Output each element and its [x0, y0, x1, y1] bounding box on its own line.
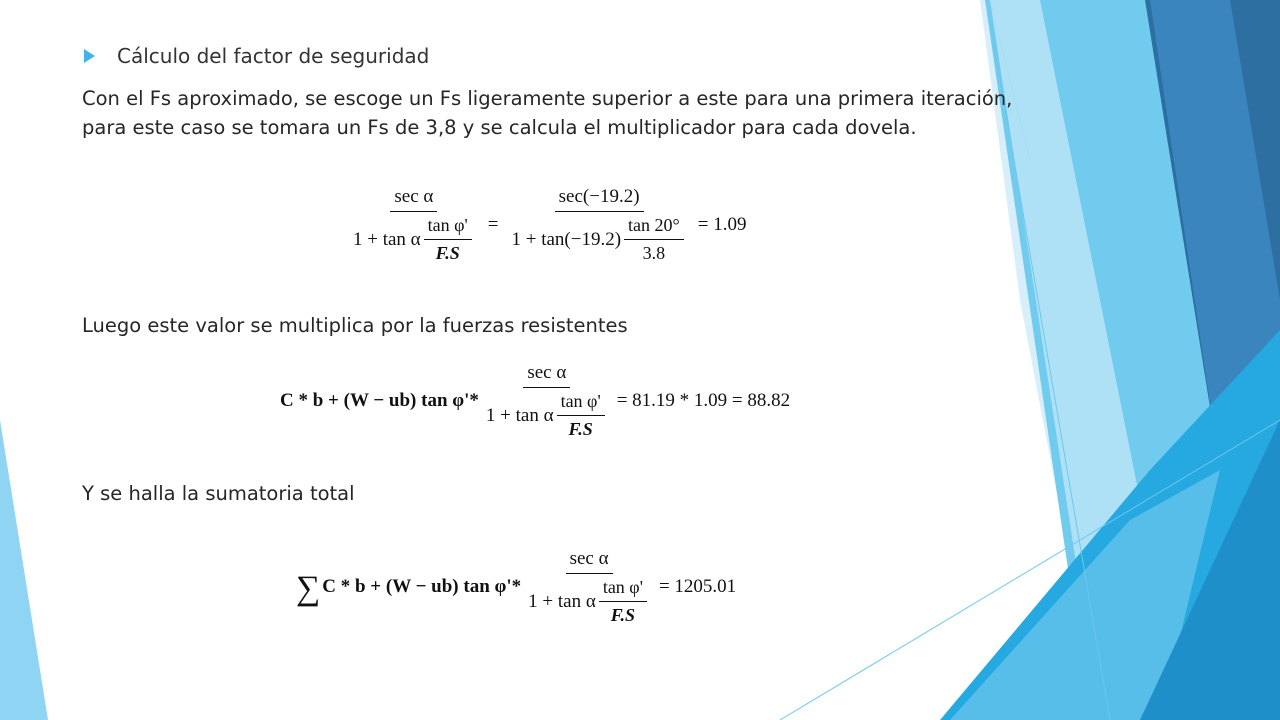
- eq3-denominator: [524, 574, 654, 626]
- bullet-heading: [84, 42, 429, 70]
- eq3-inner-num: tan φ': [599, 577, 647, 602]
- bullet-arrow-icon: [84, 49, 95, 63]
- eq1-lhs-denominator: [349, 212, 479, 264]
- paragraph-sum: Y se halla la sumatoria total: [82, 482, 355, 505]
- eq3-sum-symbol: ∑: [296, 570, 321, 607]
- eq1-rhs-den-prefix: 1 + tan(−19.2): [511, 228, 622, 250]
- eq1-lhs-den-prefix: 1 + tan α: [353, 228, 421, 250]
- left-edge-shape: [0, 420, 48, 720]
- eq1-rhs-denominator: [507, 212, 690, 264]
- eq2-result: = 81.19 * 1.09 = 88.82: [616, 390, 791, 411]
- equation-resisting-force: [280, 362, 790, 440]
- eq1-equal-sign: =: [487, 214, 499, 235]
- eq1-lhs-inner-den: F.S: [435, 243, 460, 263]
- equation-total-sum: [296, 548, 736, 626]
- eq3-inner-den: F.S: [610, 605, 635, 625]
- eq3-prefix: C * b + (W − ub) tan φ'*: [322, 576, 522, 597]
- eq2-den-prefix: 1 + tan α: [485, 404, 554, 426]
- eq3-den-prefix: 1 + tan α: [528, 590, 596, 612]
- eq3-inner-fraction: [599, 577, 647, 626]
- paragraph-intro: Con el Fs aproximado, se escoge un Fs ligeramente superior a este para una primera iteración, para este caso se tomara un Fs de 3,8 y se calcula el multiplicador para cada dovela.: [82, 87, 1013, 139]
- eq1-rhs-inner-num: tan 20°: [624, 215, 684, 240]
- eq2-fraction: [482, 362, 612, 440]
- eq1-lhs-numerator: sec α: [390, 186, 437, 212]
- eq1-lhs-fraction: [349, 186, 479, 264]
- eq3-numerator: sec α: [566, 548, 613, 574]
- eq2-denominator: [482, 388, 612, 440]
- eq1-lhs-inner-fraction: [424, 215, 472, 264]
- eq2-prefix: C * b + (W − ub) tan φ'*: [280, 390, 479, 411]
- equation-multiplier: [346, 186, 746, 264]
- eq2-numerator: sec α: [523, 362, 570, 388]
- eq1-lhs-inner-num: tan φ': [424, 215, 472, 240]
- bullet-heading-text: Cálculo del factor de seguridad: [117, 44, 430, 68]
- eq2-inner-fraction: [557, 391, 605, 440]
- eq1-rhs-fraction: [507, 186, 690, 264]
- eq2-inner-den: F.S: [568, 419, 593, 439]
- eq1-result: = 1.09: [697, 214, 747, 235]
- paragraph-multiply: Luego este valor se multiplica por la fuerzas resistentes: [82, 314, 628, 337]
- eq1-rhs-inner-den: 3.8: [642, 243, 666, 263]
- eq3-result: = 1205.01: [658, 576, 737, 597]
- eq1-rhs-numerator: sec(−19.2): [555, 186, 644, 212]
- eq3-fraction: [524, 548, 654, 626]
- eq1-rhs-inner-fraction: [624, 215, 684, 264]
- eq2-inner-num: tan φ': [557, 391, 605, 416]
